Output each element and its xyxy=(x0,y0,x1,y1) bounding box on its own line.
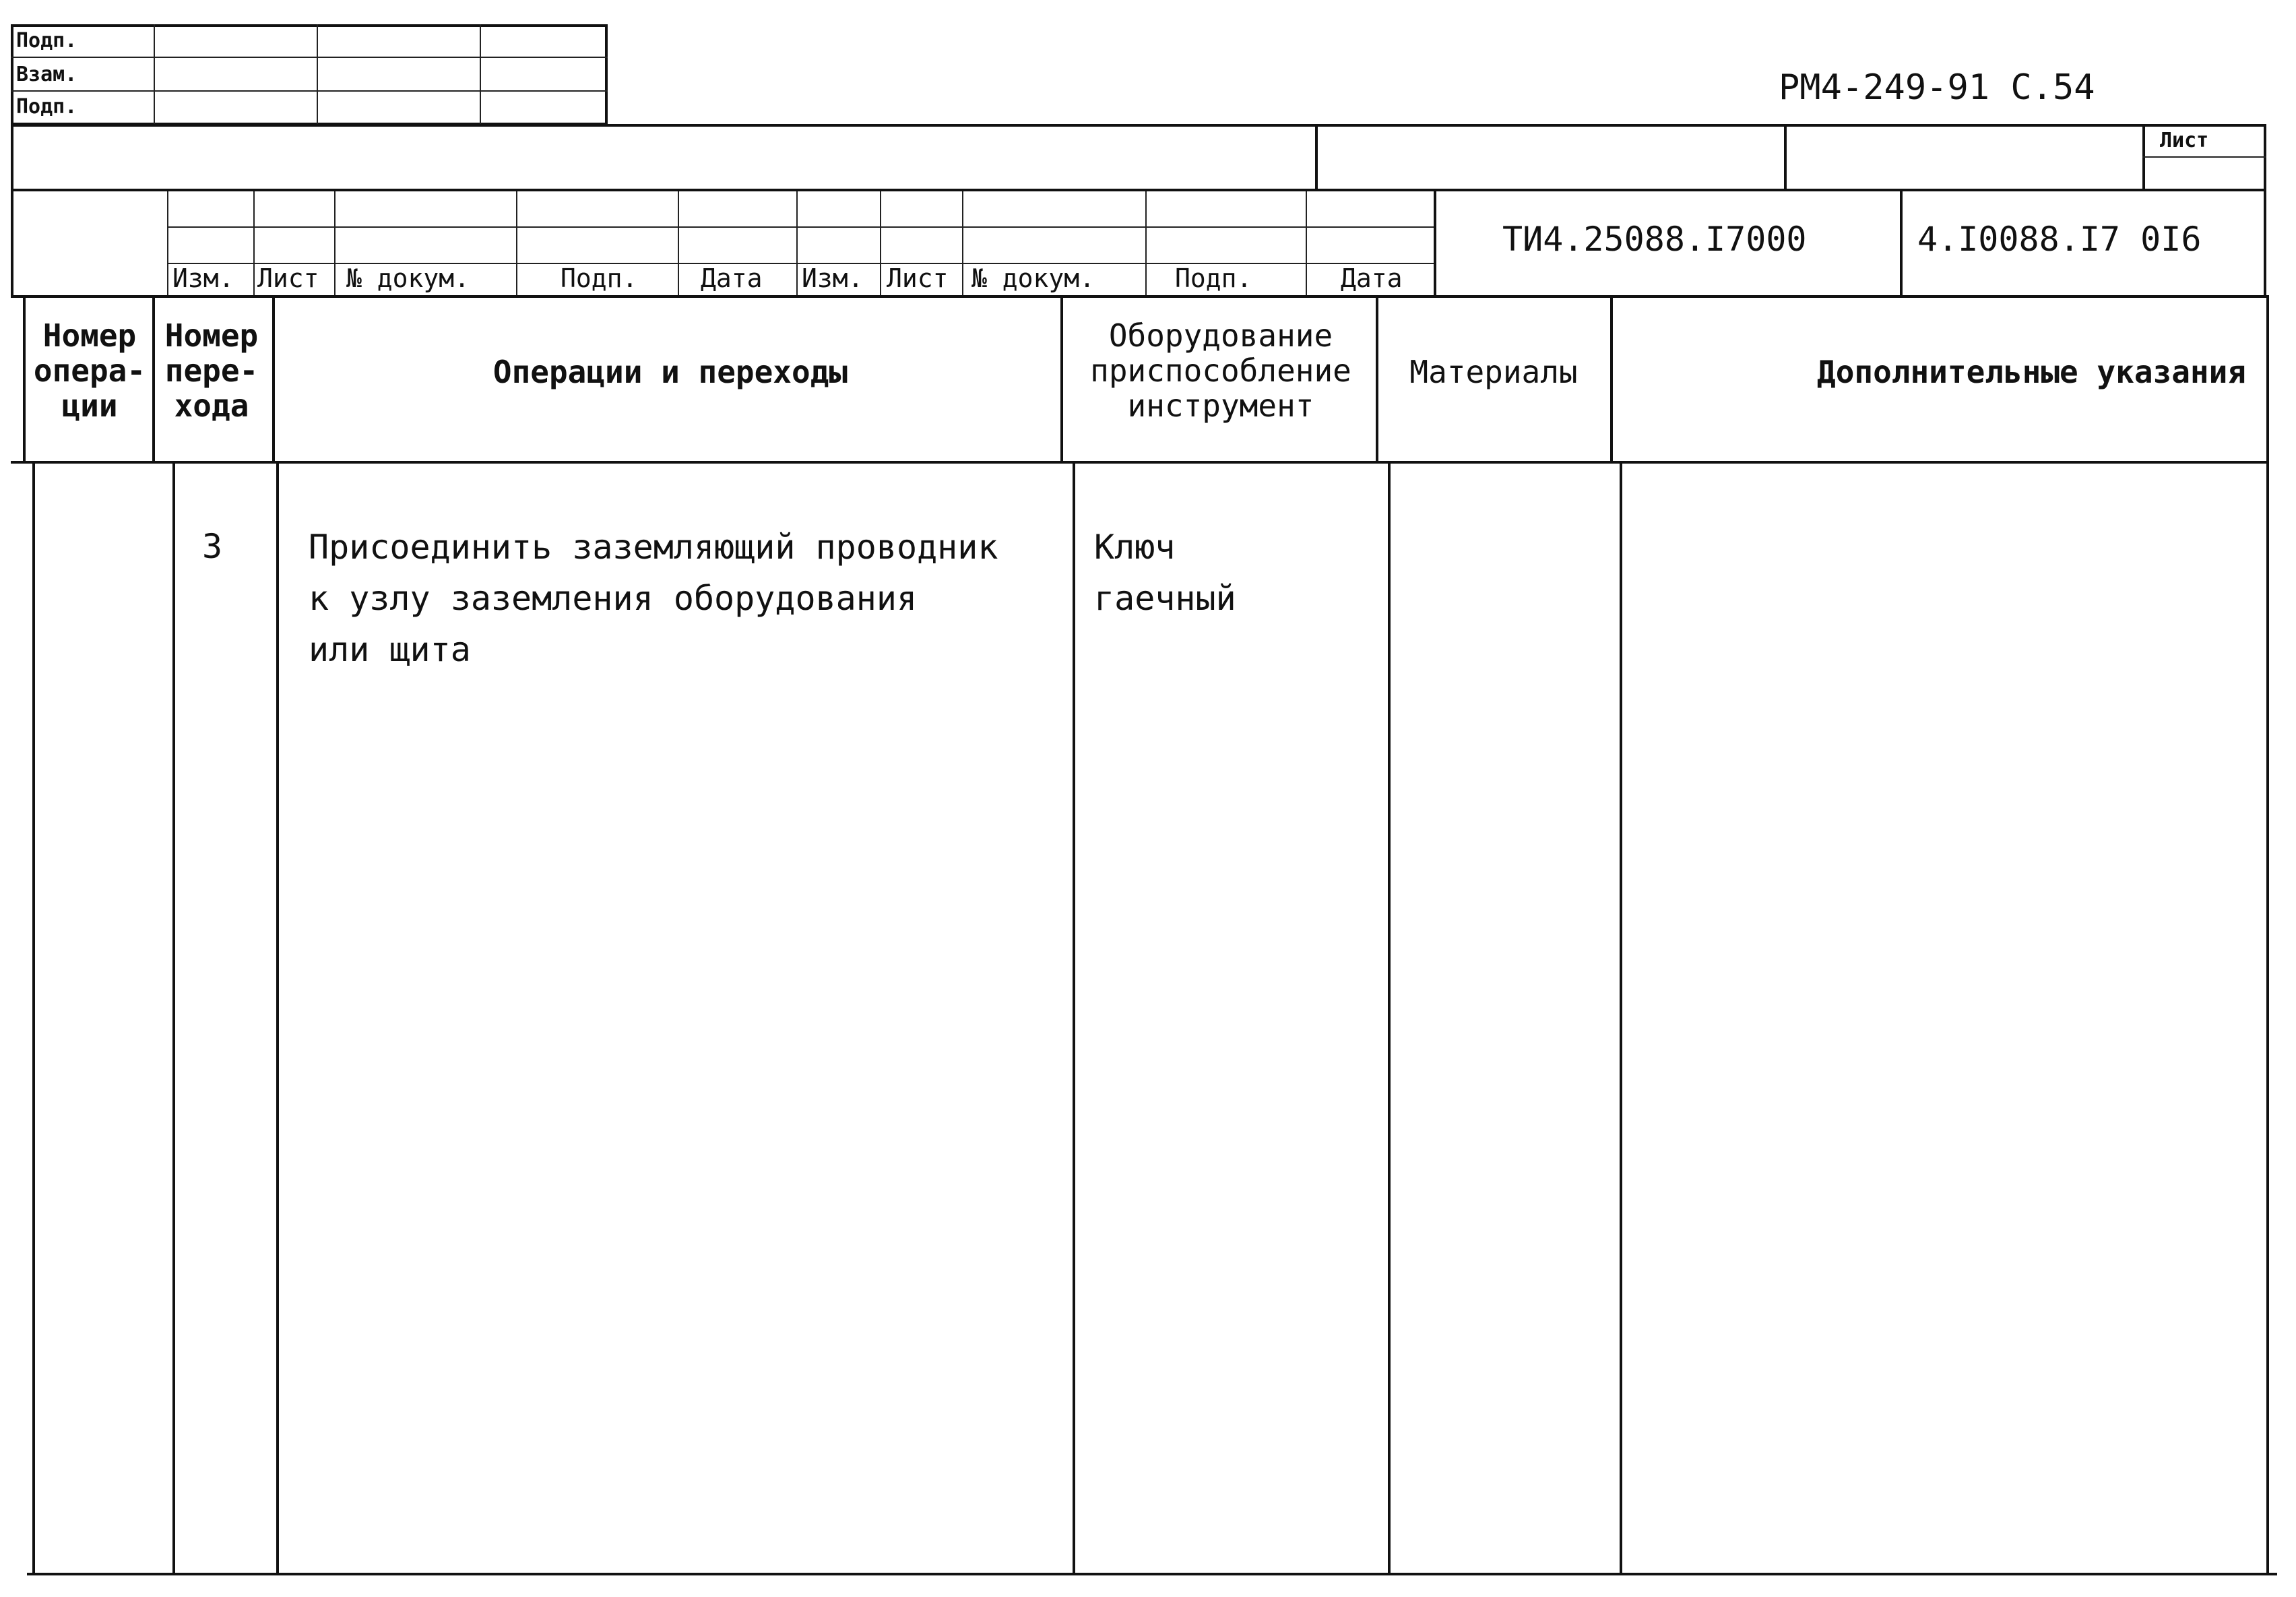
revision-col xyxy=(962,191,963,295)
document-code: ТИ4.25088.I7000 xyxy=(1502,220,1807,259)
revision-col xyxy=(334,191,336,295)
rev-col-podp2: Подп. xyxy=(1175,263,1252,293)
header-materials: Материалы xyxy=(1409,354,1578,390)
rev-col-doc2: № докум. xyxy=(971,263,1095,293)
table-header-border xyxy=(11,461,2266,464)
stamp-col-divider xyxy=(480,24,481,125)
column-divider xyxy=(1620,461,1622,1575)
column-divider xyxy=(172,461,175,1575)
revision-col xyxy=(253,191,255,295)
table-left-border xyxy=(32,461,35,1575)
column-divider xyxy=(1610,295,1613,462)
revision-col xyxy=(167,191,168,295)
rev-col-date: Дата xyxy=(701,263,763,293)
title-divider xyxy=(1784,124,1787,189)
header-equipment: Оборудование приспособление инструмент xyxy=(1090,317,1351,424)
sheet-label: Лист xyxy=(2160,129,2209,152)
rev-col-doc: № докум. xyxy=(346,263,470,293)
title-top-border xyxy=(11,124,2266,127)
column-divider xyxy=(1060,295,1063,462)
table-top-border xyxy=(11,295,2266,298)
title-divider xyxy=(1900,191,1903,295)
operation-text-line: Присоединить заземляющий проводник xyxy=(309,528,998,567)
header-notes: Дополнительные указания xyxy=(1817,354,2246,390)
stamp-col-divider xyxy=(154,24,155,125)
rev-col-izm: Изм. xyxy=(172,263,234,293)
stamp-label-podp: Подп. xyxy=(16,29,77,53)
revision-col xyxy=(516,191,517,295)
sheet-box-divider xyxy=(2142,156,2266,158)
equipment-text-line: гаечный xyxy=(1094,579,1236,618)
operation-text-line: к узлу заземления оборудования xyxy=(309,579,918,618)
stamp-label-vzam: Взам. xyxy=(16,63,77,86)
revision-col xyxy=(1145,191,1147,295)
rev-col-izm2: Изм. xyxy=(802,263,864,293)
rev-col-date2: Дата xyxy=(1341,263,1403,293)
title-left-border xyxy=(11,124,13,295)
column-divider xyxy=(1073,461,1075,1575)
header-operations: Операции и переходы xyxy=(492,354,848,390)
stamp-row-divider xyxy=(11,57,608,58)
transition-number: 3 xyxy=(202,527,223,566)
table-right-border xyxy=(2266,295,2269,1575)
header-operation-no: Номер опера-ции xyxy=(33,317,146,424)
corner-stamp-frame xyxy=(11,24,608,125)
title-divider xyxy=(1434,191,1436,295)
table-bottom-border xyxy=(27,1573,2277,1575)
revision-col xyxy=(678,191,679,295)
revision-col xyxy=(796,191,798,295)
rev-col-podp: Подп. xyxy=(561,263,638,293)
page-reference: РМ4-249-91 С.54 xyxy=(1779,67,2095,108)
stamp-label-podp2: Подп. xyxy=(16,95,77,119)
header-transition-no: Номер пере-хода xyxy=(164,317,259,424)
stamp-col-divider xyxy=(317,24,318,125)
stamp-row-divider xyxy=(11,90,608,92)
title-divider xyxy=(1315,124,1318,189)
operation-text-line: или щита xyxy=(309,630,471,669)
title-right-border xyxy=(2264,124,2266,295)
revision-col xyxy=(1306,191,1307,295)
rev-col-list: Лист xyxy=(257,263,319,293)
sheet-code: 4.I0088.I7 0I6 xyxy=(1917,220,2202,259)
column-divider xyxy=(276,461,279,1575)
revision-row-divider xyxy=(167,226,1434,228)
column-divider xyxy=(272,295,275,462)
title-mid-border xyxy=(11,189,2266,191)
equipment-text-line: Ключ xyxy=(1094,528,1176,567)
rev-col-list2: Лист xyxy=(887,263,949,293)
column-divider xyxy=(1388,461,1391,1575)
revision-col xyxy=(880,191,881,295)
